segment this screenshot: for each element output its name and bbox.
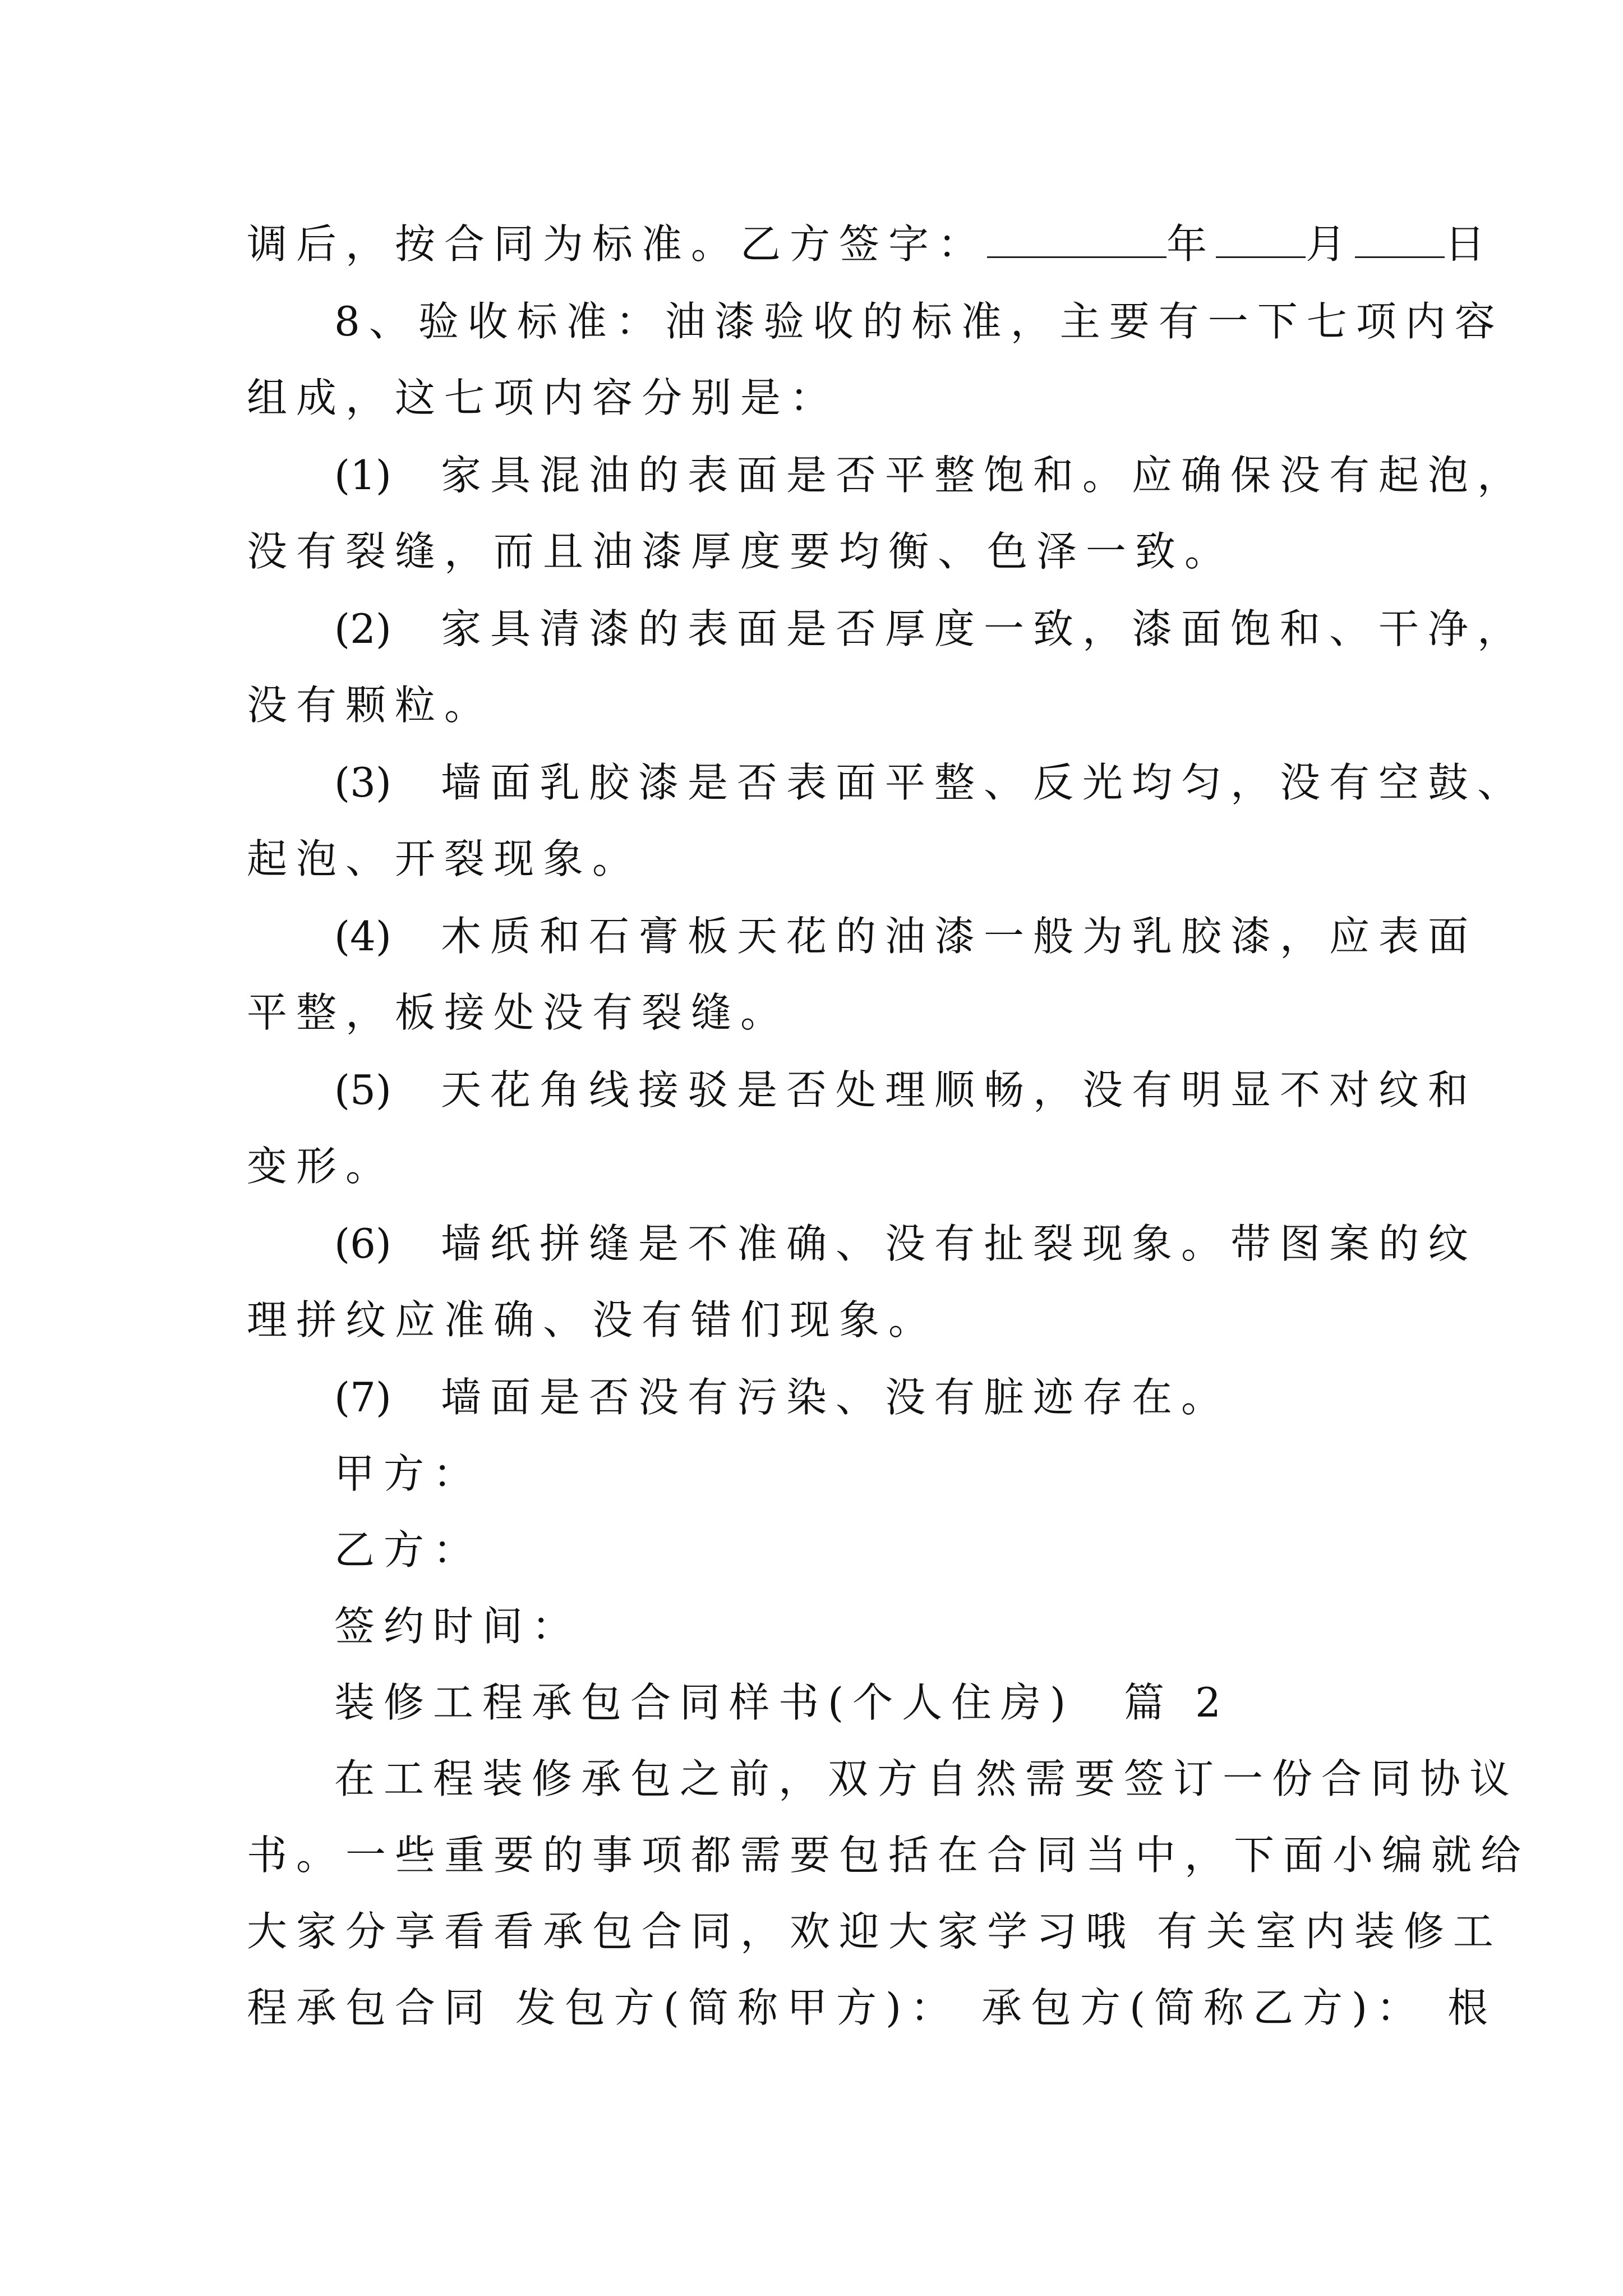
item-3-line2: 起泡、开裂现象。 (247, 835, 642, 882)
item-1-line2: 没有裂缝，而且油漆厚度要均衡、色泽一致。 (247, 528, 1234, 575)
party-a-label: 甲方： (334, 1450, 483, 1497)
item-6-text: 墙纸拼缝是不准确、没有扯裂现象。带图案的纹 (441, 1220, 1478, 1267)
day-blank (1355, 217, 1445, 258)
item-7-text: 墙面是否没有污染、没有脏迹存在。 (441, 1374, 1231, 1421)
item-7-number: (7) (334, 1374, 391, 1421)
item-1-number: (1) (334, 452, 391, 499)
section8-line2: 组成，这七项内容分别是： (247, 374, 840, 421)
signature-line (247, 216, 1495, 272)
item-3-number: (3) (334, 759, 391, 806)
sign-time-label: 签约时间： (334, 1603, 582, 1650)
item-4-number: (4) (334, 913, 391, 960)
section-title: 装修工程承包合同样书(个人住房) 篇 2 (334, 1679, 1230, 1726)
item-6-number: (6) (334, 1220, 391, 1267)
item-3-text: 墙面乳胶漆是否表面平整、反光均匀，没有空鼓、 (441, 759, 1527, 806)
intro-line4: 程承包合同 发包方(简称甲方)： 承包方(简称乙方)： 根 (247, 1984, 1497, 2031)
intro-line3: 大家分享看看承包合同，欢迎大家学习哦 有关室内装修工 (247, 1908, 1502, 1955)
day-label: 日 (1445, 220, 1495, 268)
item-5-number: (5) (334, 1066, 391, 1114)
item-1-text: 家具混油的表面是否平整饱和。应确保没有起泡， (441, 452, 1527, 499)
year-label: 年 (1166, 220, 1216, 268)
month-label: 月 (1306, 220, 1355, 268)
party-b-label: 乙方： (334, 1526, 483, 1573)
item-5-line1 (334, 1062, 1490, 1118)
item-1-line1 (334, 447, 1527, 503)
item-3-line1 (334, 754, 1527, 811)
signature-blank (987, 217, 1166, 258)
intro-line2: 书。一些重要的事项都需要包括在合同当中，下面小编就给 (247, 1832, 1530, 1879)
item-2-number: (2) (334, 605, 391, 652)
signature-prefix: 调后，按合同为标准。乙方签字： (247, 220, 988, 268)
section8-line1: 8、验收标准：油漆验收的标准，主要有一下七项内容 (334, 298, 1504, 345)
item-6-line2: 理拼纹应准确、没有错们现象。 (247, 1296, 938, 1343)
intro-line1: 在工程装修承包之前，双方自然需要签订一份合同协议 (334, 1755, 1519, 1802)
item-2-text: 家具清漆的表面是否厚度一致，漆面饱和、干净， (441, 605, 1527, 652)
item-6-line1 (334, 1216, 1490, 1272)
item-4-line2: 平整，板接处没有裂缝。 (247, 989, 790, 1036)
item-2-line2: 没有颗粒。 (247, 682, 494, 729)
item-7-line1 (334, 1369, 1490, 1425)
item-4-line1 (334, 908, 1490, 964)
item-5-text: 天花角线接驳是否处理顺畅，没有明显不对纹和 (441, 1066, 1478, 1114)
item-5-line2: 变形。 (247, 1143, 395, 1190)
month-blank (1216, 217, 1306, 258)
item-2-line1 (334, 601, 1527, 657)
item-4-text: 木质和石膏板天花的油漆一般为乳胶漆，应表面 (441, 913, 1478, 960)
